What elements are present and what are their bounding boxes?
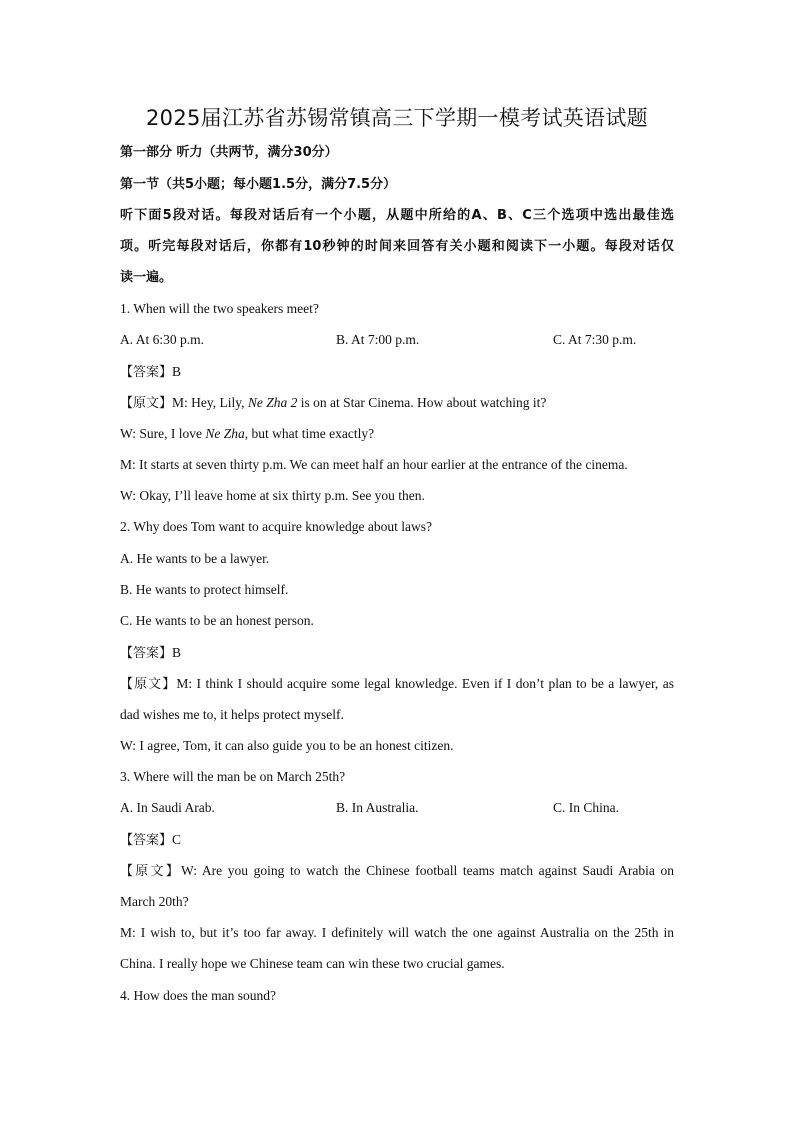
transcript-text: M: I think I should acquire some legal knowledge. Even if I don’t plan to be a lawyer, as	[176, 676, 674, 691]
instructions-line-3: 读一遍。	[120, 270, 173, 285]
answer-1	[120, 362, 674, 383]
transcript-text: , but what time exactly?	[244, 426, 375, 441]
section1-heading: 第一节（共5小题；每小题1.5分，满分7.5分）	[120, 177, 397, 192]
option-a: A. At 6:30 p.m.	[120, 332, 205, 347]
transcript-3-line-1	[120, 861, 674, 882]
option-b: B. At 7:00 p.m.	[336, 332, 420, 347]
page-title: 2025届江苏省苏锡常镇高三下学期一模考试英语试题	[146, 106, 648, 130]
question-2-option-a: A. He wants to be a lawyer.	[120, 551, 270, 566]
instructions-line-2: 项。听完每段对话后，你都有10秒钟的时间来回答有关小题和阅读下一小题。每段对话仅	[120, 239, 674, 254]
transcript-1-line-2	[120, 424, 674, 444]
answer-value: B	[172, 645, 182, 660]
transcript-text: is on at Star Cinema. How about watching it?	[297, 395, 547, 410]
movie-title: Ne Zha	[205, 426, 245, 441]
transcript-2-line-3: W: I agree, Tom, it can also guide you to be an honest citizen.	[120, 738, 454, 753]
transcript-2-line-1	[120, 674, 674, 695]
option-b: B. In Australia.	[336, 800, 419, 815]
original-tag: 【原文】	[120, 864, 182, 879]
option-c: C. At 7:30 p.m.	[553, 332, 637, 347]
transcript-3-line-3: M: I wish to, but it’s too far away. I definitely will watch the one against Australia on the 25th in	[120, 925, 674, 940]
transcript-text: M: Hey, Lily,	[172, 395, 248, 410]
answer-tag: 【答案】	[120, 365, 173, 380]
question-2: 2. Why does Tom want to acquire knowledge about laws?	[120, 519, 432, 534]
transcript-text: W: Are you going to watch the Chinese football teams match against Saudi Arabia on	[181, 863, 674, 878]
question-1: 1. When will the two speakers meet?	[120, 301, 319, 316]
transcript-2-line-2: dad wishes me to, it helps protect myself.	[120, 707, 344, 722]
original-tag: 【原文】	[120, 677, 177, 692]
option-c: C. In China.	[553, 800, 619, 815]
transcript-1-line-3: M: It starts at seven thirty p.m. We can meet half an hour earlier at the entrance of the cinema.	[120, 457, 628, 472]
transcript-1-line-4: W: Okay, I’ll leave home at six thirty p.m. See you then.	[120, 488, 425, 503]
movie-title: Ne Zha 2	[247, 395, 298, 410]
answer-tag: 【答案】	[120, 833, 173, 848]
transcript-3-line-2: March 20th?	[120, 894, 189, 909]
transcript-text: W: Sure, I love	[120, 426, 206, 441]
answer-value: B	[172, 364, 182, 379]
transcript-1-line-1	[120, 393, 674, 414]
answer-tag: 【答案】	[120, 646, 173, 661]
question-3: 3. Where will the man be on March 25th?	[120, 769, 346, 784]
instructions-line-1: 听下面5段对话。每段对话后有一个小题，从题中所给的A、B、C三个选项中选出最佳选	[120, 208, 674, 223]
original-tag: 【原文】	[120, 396, 173, 411]
transcript-3-line-4: China. I really hope we Chinese team can win these two crucial games.	[120, 956, 505, 971]
question-2-option-b: B. He wants to protect himself.	[120, 582, 289, 597]
question-2-option-c: C. He wants to be an honest person.	[120, 613, 314, 628]
part1-heading: 第一部分 听力（共两节，满分30分）	[120, 145, 338, 160]
option-a: A. In Saudi Arab.	[120, 800, 215, 815]
answer-value: C	[172, 832, 182, 847]
answer-2	[120, 643, 674, 664]
answer-3	[120, 830, 674, 851]
question-4: 4. How does the man sound?	[120, 988, 276, 1003]
